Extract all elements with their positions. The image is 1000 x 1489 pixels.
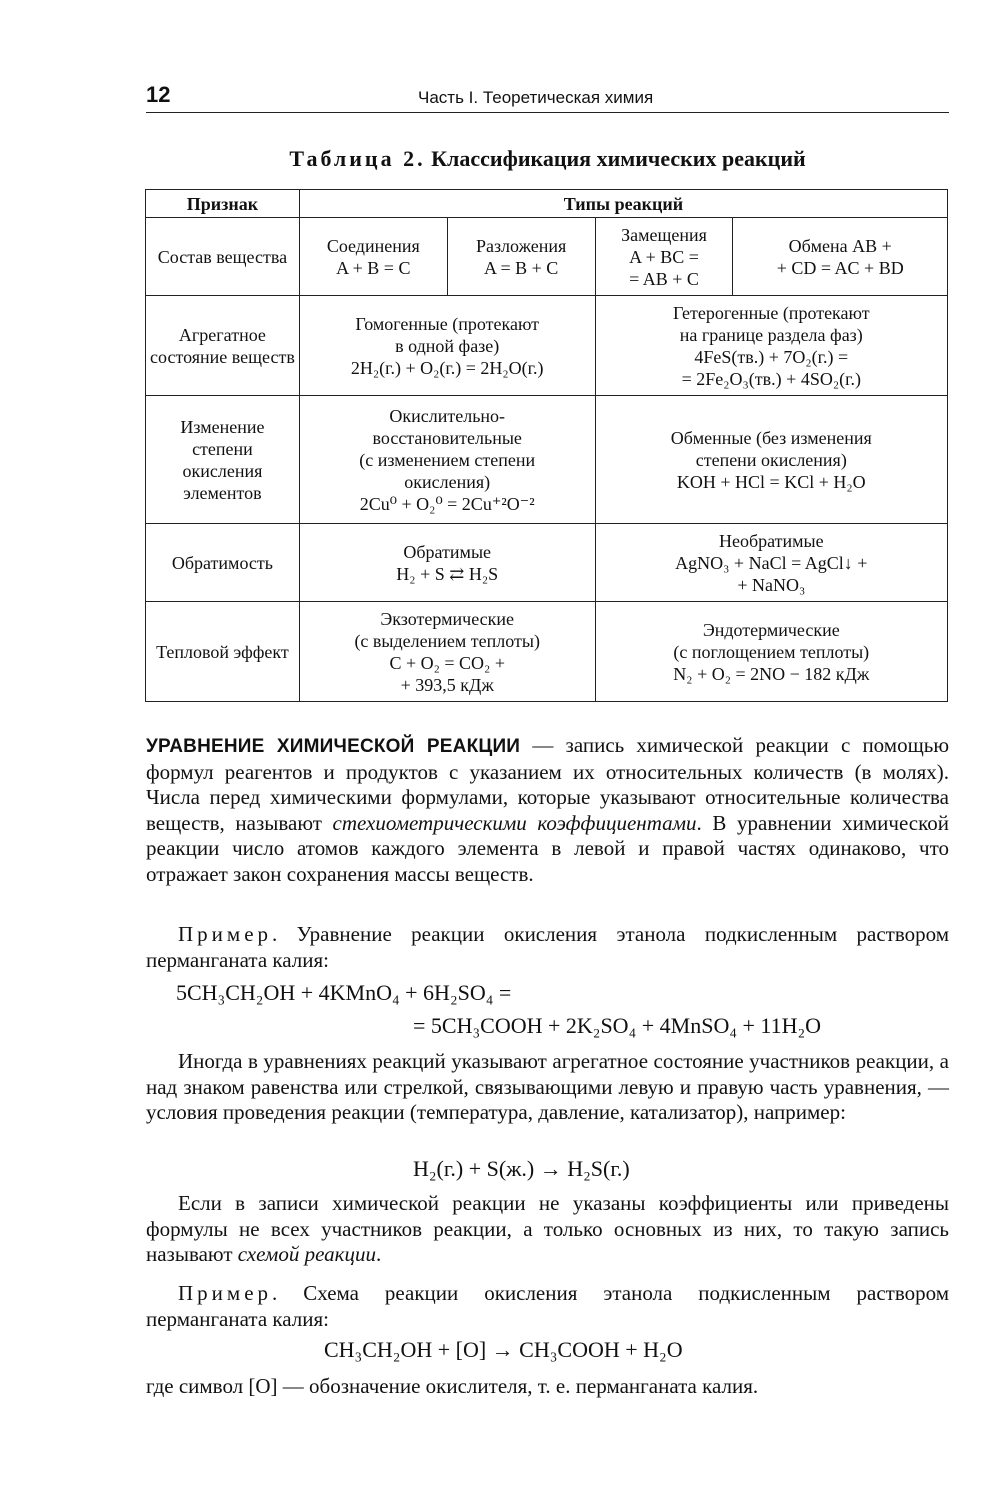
- equation: CH₃CH₂OH + [O] → CH₃COOH + H₂O: [324, 1337, 683, 1362]
- page-number: 12: [146, 82, 171, 107]
- type-cell: Окислительно- восстановительные (с изменением степени окисления) 2Cu⁰ + O₂⁰ = 2Cu⁺²O⁻²: [299, 396, 595, 524]
- equation: = 5CH₃COOH + 2K₂SO₄ + 4MnSO₄ + 11H₂O: [413, 1013, 822, 1038]
- type-cell: Замещения A + BC = = AB + C: [595, 218, 733, 296]
- equation: 5CH₃CH₂OH + 4KMnO₄ + 6H₂SO₄ =: [176, 980, 512, 1005]
- table-row: [146, 218, 948, 296]
- example-label: Пример: [178, 1281, 273, 1305]
- example-label: Пример: [178, 922, 273, 946]
- type-cell: Обменные (без изменения степени окисления) KOH + HCl = KCl + H₂O: [595, 396, 947, 524]
- table-caption-title: Классификация химических реакций: [431, 146, 806, 171]
- type-cell: Гетерогенные (протекают на границе раздела фаз) 4FeS(тв.) + 7O₂(г.) = = 2Fe₂O₃(тв.) + 4SO₂(г.): [595, 296, 947, 396]
- classification-table: [145, 189, 948, 702]
- type-cell: Гомогенные (протекают в одной фазе) 2H₂(г.) + O₂(г.) = 2H₂O(г.): [299, 296, 595, 396]
- table-row: [146, 602, 948, 702]
- equation: H₂(г.) + S(ж.) → H₂S(г.): [413, 1156, 630, 1181]
- paragraph: где символ [O] — обозначение окислителя, т. е. перманганата калия.: [146, 1374, 759, 1398]
- type-cell: Экзотермические (с выделением теплоты) C + O₂ = CO₂ + + 393,5 кДж: [299, 602, 595, 702]
- table-caption-label: Таблица 2.: [289, 146, 426, 171]
- example-paragraph: Пример. Уравнение реакции окисления этанола подкисленным раствором перманганата калия:: [146, 922, 949, 972]
- table-row: [146, 524, 948, 602]
- table-caption: [146, 146, 949, 172]
- paragraph: Если в записи химической реакции не указаны коэффициенты или приведены формулы не всех участников реакции, а только основных из них, то такую запись называют схемой реакции.: [146, 1191, 949, 1266]
- type-cell: Разложения A = B + C: [447, 218, 595, 296]
- type-cell: Эндотермические (с поглощением теплоты) N₂ + O₂ = 2NO − 182 кДж: [595, 602, 947, 702]
- type-cell: Необратимые AgNO₃ + NaCl = AgCl↓ + + NaNO₃: [595, 524, 947, 602]
- feature-cell: Обратимость: [146, 524, 300, 602]
- italic-term: схемой реакции: [237, 1242, 376, 1266]
- example-paragraph: Пример. Схема реакции окисления этанола подкисленным раствором перманганата калия:: [146, 1281, 949, 1331]
- type-cell: Обратимые H₂ + S ⇄ H₂S: [299, 524, 595, 602]
- italic-term: стехиометрическими коэффициентами: [332, 810, 697, 835]
- type-cell: Соединения A + B = C: [299, 218, 447, 296]
- paragraph: Иногда в уравнениях реакций указывают агрегатное состояние участников реакции, а над знаком равенства или стрелкой, связывающими левую и правую часть уравнения, — условия проведения реакции (температура, давление, катализатор), например:: [146, 1049, 949, 1124]
- header-types: Типы реакций: [299, 190, 947, 218]
- feature-cell: Агрегатное состояние веществ: [146, 296, 300, 396]
- feature-cell: Изменение степени окисления элементов: [146, 396, 300, 524]
- running-title: Часть I. Теоретическая химия: [418, 88, 654, 107]
- type-cell: Обмена AB + + CD = AC + BD: [733, 218, 948, 296]
- feature-cell: Тепловой эффект: [146, 602, 300, 702]
- feature-cell: Состав вещества: [146, 218, 300, 296]
- page-header: [146, 84, 949, 113]
- table-header-row: [146, 190, 948, 218]
- table-row: [146, 296, 948, 396]
- header-feature: Признак: [146, 190, 300, 218]
- definition-paragraph: УРАВНЕНИЕ ХИМИЧЕСКОЙ РЕАКЦИИ — запись химической реакции с помощью формул реагентов и продуктов с указанием их относительных количеств (в молях). Числа перед химическими формулами, которые указывают относительные количества веществ, называют стехиометрическими коэффициентами. В уравнении химической реакции число атомов каждого элемента в левой и правой частях одинаково, что отражает закон сохранения массы веществ.: [146, 733, 950, 886]
- table-row: [146, 396, 948, 524]
- defined-term: УРАВНЕНИЕ ХИМИЧЕСКОЙ РЕАКЦИИ: [146, 736, 521, 757]
